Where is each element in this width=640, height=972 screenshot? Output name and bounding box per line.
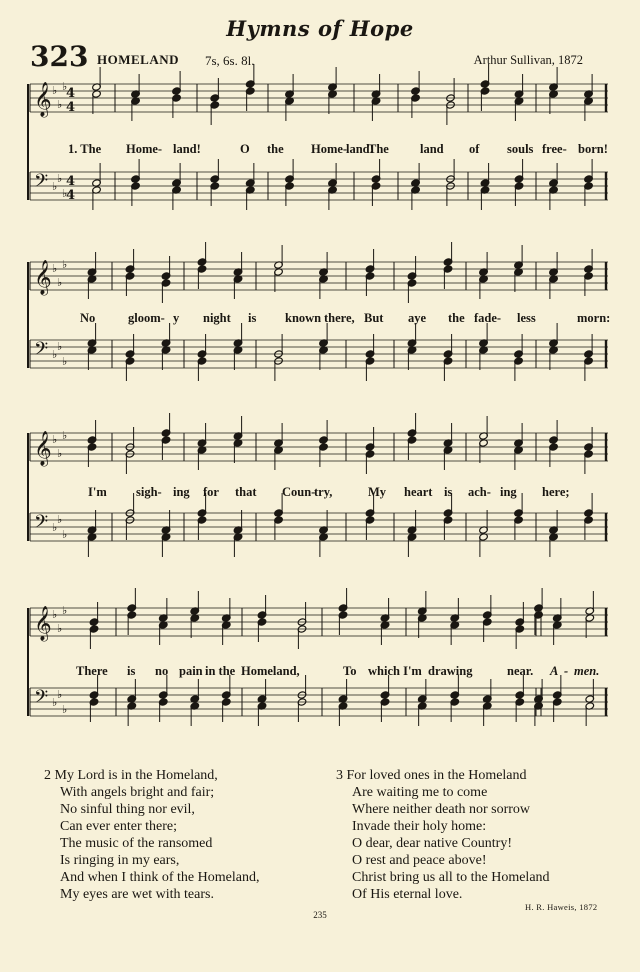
lyric-syllable: 1. The xyxy=(68,142,102,156)
lyric-syllable: A xyxy=(550,664,559,678)
lyric-syllable: is xyxy=(248,311,257,325)
lyric-syllable: There xyxy=(76,664,108,678)
flat-icon: ♭ xyxy=(62,80,68,93)
lyric-syllable: gloom- xyxy=(128,311,165,325)
flat-icon: ♭ xyxy=(57,688,63,701)
lyric-syllable: But xyxy=(364,311,384,325)
flat-icon: ♭ xyxy=(52,180,58,193)
flat-icon: ♭ xyxy=(52,433,58,446)
lyric-syllable: the xyxy=(448,311,465,325)
meter: 7s, 6s. 8l. xyxy=(205,53,255,68)
lyric-syllable: land! xyxy=(346,142,374,156)
lyric-syllable: ing xyxy=(173,485,190,499)
verse-line: O dear, dear native Country! xyxy=(352,836,512,851)
time-signature: 4 xyxy=(66,100,76,115)
verse-line: And when I think of the Homeland, xyxy=(60,870,260,885)
tune-name: HOMELAND xyxy=(97,52,179,67)
lyric-syllable: in the xyxy=(205,664,236,678)
flat-icon: ♭ xyxy=(57,447,63,460)
time-signature: 4 xyxy=(66,188,76,203)
verse-line: Is ringing in my ears, xyxy=(60,853,180,868)
verse-line: My eyes are wet with tears. xyxy=(60,887,214,902)
bass-clef-icon: 𝄢 xyxy=(34,687,49,712)
flat-icon: ♭ xyxy=(52,84,58,97)
lyric-syllable: - xyxy=(564,664,569,678)
composer: Arthur Sullivan, 1872 xyxy=(473,53,583,67)
lyric-syllable: of xyxy=(469,142,480,156)
lyric-syllable: which I'm xyxy=(368,664,422,678)
lyric-syllable: souls xyxy=(507,142,534,156)
hymn-number: 323 xyxy=(30,40,89,73)
lyric-syllable: ing xyxy=(500,485,517,499)
lyric-line-2 xyxy=(28,311,612,327)
verse-line: Invade their holy home: xyxy=(352,819,487,834)
treble-clef-icon: 𝄞 xyxy=(34,260,52,295)
flat-icon: ♭ xyxy=(62,528,68,541)
verse-line: With angels bright and fair; xyxy=(60,785,215,800)
verse-line: Of His eternal love. xyxy=(352,887,463,902)
lyric-syllable: Home- xyxy=(311,142,348,156)
flat-icon: ♭ xyxy=(52,521,58,534)
flat-icon: ♭ xyxy=(57,98,63,111)
flat-icon: ♭ xyxy=(52,262,58,275)
verse-line: The music of the ransomed xyxy=(60,836,213,851)
verse-line: O rest and peace above! xyxy=(352,853,487,868)
lyric-syllable: near. xyxy=(507,664,534,678)
lyric-syllable: The xyxy=(368,142,389,156)
lyric-syllable: drawing xyxy=(428,664,473,678)
lyric-syllable: Homeland, xyxy=(241,664,300,678)
lyric-syllable: O xyxy=(240,142,250,156)
bass-clef-icon: 𝄢 xyxy=(34,512,49,537)
lyric-syllable: there, xyxy=(324,311,355,325)
treble-clef-icon: 𝄞 xyxy=(34,606,52,641)
bass-clef-icon: 𝄢 xyxy=(34,339,49,364)
lyric-syllable: pain xyxy=(179,664,203,678)
flat-icon: ♭ xyxy=(52,696,58,709)
verse-line: Are waiting me to come xyxy=(352,785,488,800)
lyric-syllable: the xyxy=(267,142,284,156)
lyric-syllable: Home- xyxy=(126,142,163,156)
lyric-syllable: ach- xyxy=(468,485,491,499)
treble-clef-icon: 𝄞 xyxy=(34,431,52,466)
treble-clef-icon: 𝄞 xyxy=(34,82,52,117)
flat-icon: ♭ xyxy=(57,622,63,635)
verse-line: Where neither death nor sorrow xyxy=(352,802,531,817)
lyric-syllable: try, xyxy=(314,485,333,499)
flat-icon: ♭ xyxy=(62,429,68,442)
lyric-syllable: born! xyxy=(578,142,608,156)
page-number: 235 xyxy=(313,910,327,920)
lyric-syllable: men. xyxy=(574,664,600,678)
verse-3 xyxy=(336,767,550,903)
verse-line: No sinful thing nor evil, xyxy=(60,802,195,817)
lyric-syllable: morn: xyxy=(577,311,611,325)
lyric-syllable: heart xyxy=(404,485,433,499)
lyric-syllable: land! xyxy=(173,142,201,156)
lyric-line-3 xyxy=(28,485,612,501)
lyric-syllable: known xyxy=(285,311,322,325)
lyric-syllable: free- xyxy=(542,142,567,156)
lyric-syllable: aye xyxy=(408,311,427,325)
lyric-syllable: Coun- xyxy=(282,485,316,499)
flat-icon: ♭ xyxy=(57,172,63,185)
lyricist-credit: H. R. Haweis, 1872 xyxy=(525,902,598,912)
lyric-syllable: y xyxy=(173,311,180,325)
time-signature: 4 xyxy=(66,86,76,101)
lyric-syllable: fade- xyxy=(474,311,502,325)
lyric-syllable: land xyxy=(420,142,444,156)
verse-line: Christ bring us all to the Homeland xyxy=(352,870,550,885)
lyric-syllable: I'm xyxy=(88,485,107,499)
section-title: Hymns of Hope xyxy=(226,16,414,41)
lyric-line-1 xyxy=(28,142,612,158)
flat-icon: ♭ xyxy=(62,355,68,368)
lyric-syllable: night xyxy=(203,311,231,325)
lyric-syllable: no xyxy=(155,664,169,678)
lyric-syllable: sigh- xyxy=(136,485,162,499)
verse-line: 3 For loved ones in the Homeland xyxy=(336,768,527,783)
lyric-syllable: for xyxy=(203,485,219,499)
lyric-syllable: My xyxy=(368,485,387,499)
flat-icon: ♭ xyxy=(52,348,58,361)
flat-icon: ♭ xyxy=(57,513,63,526)
lyric-syllable: less xyxy=(517,311,536,325)
verse-2 xyxy=(44,767,259,903)
verse-line: Can ever enter there; xyxy=(60,819,177,834)
bass-clef-icon: 𝄢 xyxy=(34,171,49,196)
flat-icon: ♭ xyxy=(62,604,68,617)
time-signature: 4 xyxy=(66,174,76,189)
lyric-syllable: is xyxy=(444,485,453,499)
lyric-line-4 xyxy=(28,664,612,680)
lyric-syllable: that xyxy=(235,485,257,499)
flat-icon: ♭ xyxy=(57,276,63,289)
lyric-syllable: No xyxy=(80,311,96,325)
lyric-syllable: To xyxy=(343,664,357,678)
lyric-syllable: is xyxy=(127,664,136,678)
flat-icon: ♭ xyxy=(62,258,68,271)
flat-icon: ♭ xyxy=(52,608,58,621)
flat-icon: ♭ xyxy=(62,703,68,716)
flat-icon: ♭ xyxy=(62,187,68,200)
lyric-syllable: here; xyxy=(542,485,570,499)
flat-icon: ♭ xyxy=(57,340,63,353)
verse-line: 2 My Lord is in the Homeland, xyxy=(44,768,218,783)
